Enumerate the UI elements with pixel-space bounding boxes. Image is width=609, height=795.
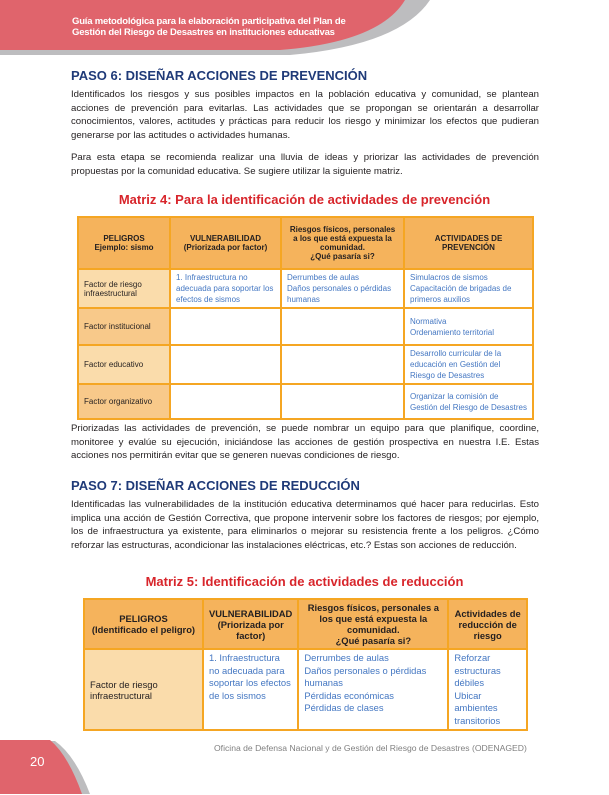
cell-text: Derrumbes de aulas	[304, 652, 389, 663]
col-actividades: ACTIVIDADES DE PREVENCIÓN	[404, 217, 533, 269]
cell-text: PELIGROS	[119, 613, 168, 624]
table-cell	[170, 384, 281, 419]
table-cell: Factor organizativo	[78, 384, 170, 419]
cell-text: Reforzar estructuras débiles	[454, 652, 501, 688]
table-cell	[281, 269, 404, 308]
table-cell: Factor institucional	[78, 308, 170, 345]
paso7-paragraph-1: Identificadas las vulnerabilidades de la institución educativa determinamos qué hacer para reducirlas. Esto implica una acción de Gestión Correctiva, que propone intervenir sobre los factores de riesgos; por ejemplo, los de infraestructura ya existente, para eliminarlos o mejorar su resistencia frente a los peligros. ¿Cómo reforzar las estructuras, acondicionar las instalaciones eléctricas, etc.? Estas son acciones de reducción.	[71, 499, 539, 551]
table-cell: Factor de riesgo infraestructural	[78, 269, 170, 308]
paso7-heading: PASO 7: DISEÑAR ACCIONES DE REDUCCIÓN	[71, 478, 360, 493]
cell-text: Riesgos físicos, personales a los que está expuesta la comunidad.	[289, 225, 396, 252]
table-header-row	[84, 599, 527, 649]
table-cell: Factor educativo	[78, 345, 170, 384]
paso6-paragraph-1: Identificados los riesgos y sus posibles impactos en la población educativa y comunidad, se plantean acciones de prevención para evitarlas. Las actividades que se propongan se orientarán a desarrollar conocimientos, valores, actitudes y prácticas para reducir los riesgo y minimizar los efectos que pudieran generarse por las actitudes o actividades humanas.	[71, 89, 539, 141]
matrix4-table	[77, 216, 534, 420]
table-cell	[448, 649, 527, 730]
table-cell	[281, 384, 404, 419]
cell-text: Simulacros de sismos	[410, 273, 488, 282]
cell-text: VULNERABILIDAD	[189, 234, 262, 243]
table-cell	[298, 599, 448, 649]
cell-text: Capacitación de brigadas de primeros auxilios	[410, 284, 512, 304]
cell-text: Pérdidas de clases	[304, 702, 384, 713]
table-cell: Actividades de reducción de riesgo	[448, 599, 527, 649]
cell-text: Ubicar ambientes transitorios	[454, 689, 501, 726]
paso6-paragraph-3: Priorizadas las actividades de prevención, se puede nombrar un equipo para que planifique, coordine, monitoree y evalúe su ejecución, iniciándose las acciones de gestión prospectiva en nuestra I.E. Estas acciones nos permitirán evitar que se generen nuevas condiciones de riesgo.	[71, 423, 539, 462]
header-title: Guía metodológica para la elaboración participativa del Plan de Gestión del Riesgo de Desastres en instituciones educativas	[72, 16, 346, 38]
cell-text: (Priorizada por factor)	[183, 243, 268, 252]
table-cell: 1. Infraestructura no adecuada para soportar los efectos de sismos	[170, 269, 281, 308]
cell-text: Daños personales o pérdidas humanas	[304, 664, 427, 688]
table-cell: 1. Infraestructura no adecuada para soportar los efectos de los sismos	[203, 649, 298, 730]
cell-text: Riesgos físicos, personales a los que está expuesta la comunidad.	[307, 602, 439, 635]
col-vulnerabilidad	[170, 217, 281, 269]
table-row	[78, 269, 533, 308]
cell-text: Pérdidas económicas	[304, 689, 394, 701]
paso6-paragraph-2: Para esta etapa se recomienda realizar una lluvia de ideas y priorizar las actividades de prevención propuestas por la comunidad educativa. Se sugiere utilizar la siguiente matriz.	[71, 152, 539, 177]
table-cell	[203, 599, 298, 649]
table-cell	[298, 649, 448, 730]
col-riesgos	[281, 217, 404, 269]
table-cell: Organizar la comisión de Gestión del Riesgo de Desastres	[404, 384, 533, 419]
cell-text: (Priorizada por factor)	[217, 618, 284, 641]
table-row	[84, 649, 527, 730]
cell-text: ¿Qué pasaría si?	[310, 252, 375, 261]
cell-text: Normativa	[410, 316, 447, 326]
table-cell	[170, 345, 281, 384]
table-cell	[170, 308, 281, 345]
table-cell: Factor de riesgo infraestructural	[84, 649, 203, 730]
table-cell	[281, 345, 404, 384]
table-row	[78, 308, 533, 345]
table-cell: Desarrollo curricular de la educación en Gestión del Riesgo de Desastres	[404, 345, 533, 384]
paso6-heading: PASO 6: DISEÑAR ACCIONES DE PREVENCIÓN	[71, 68, 368, 83]
cell-text: Daños personales o pérdidas humanas	[287, 284, 392, 304]
table-row	[78, 345, 533, 384]
page-number: 20	[30, 754, 45, 769]
table-cell	[281, 308, 404, 345]
cell-text: Derrumbes de aulas	[287, 273, 360, 282]
table-row	[78, 384, 533, 419]
table-cell	[404, 308, 533, 345]
cell-text: ¿Qué pasaría si?	[335, 635, 412, 646]
col-peligros	[78, 217, 170, 269]
cell-text: PELIGROS	[103, 234, 145, 243]
footer-text: Oficina de Defensa Nacional y de Gestión del Riesgo de Desastres (ODENAGED)	[214, 743, 527, 753]
table-cell	[84, 599, 203, 649]
cell-text: Ejemplo: sismo	[94, 243, 154, 252]
cell-text: Ordenamiento territorial	[410, 327, 495, 337]
matrix4-title: Matriz 4: Para la identificación de actividades de prevención	[118, 192, 491, 207]
matrix5-title: Matriz 5: Identificación de actividades de reducción	[145, 574, 464, 589]
matrix5-table	[83, 598, 528, 731]
table-cell	[404, 269, 533, 308]
cell-text: VULNERABILIDAD	[209, 607, 293, 619]
footer-band	[0, 735, 120, 795]
cell-text: (Identificado el peligro)	[91, 624, 196, 635]
table-header-row	[78, 217, 533, 269]
